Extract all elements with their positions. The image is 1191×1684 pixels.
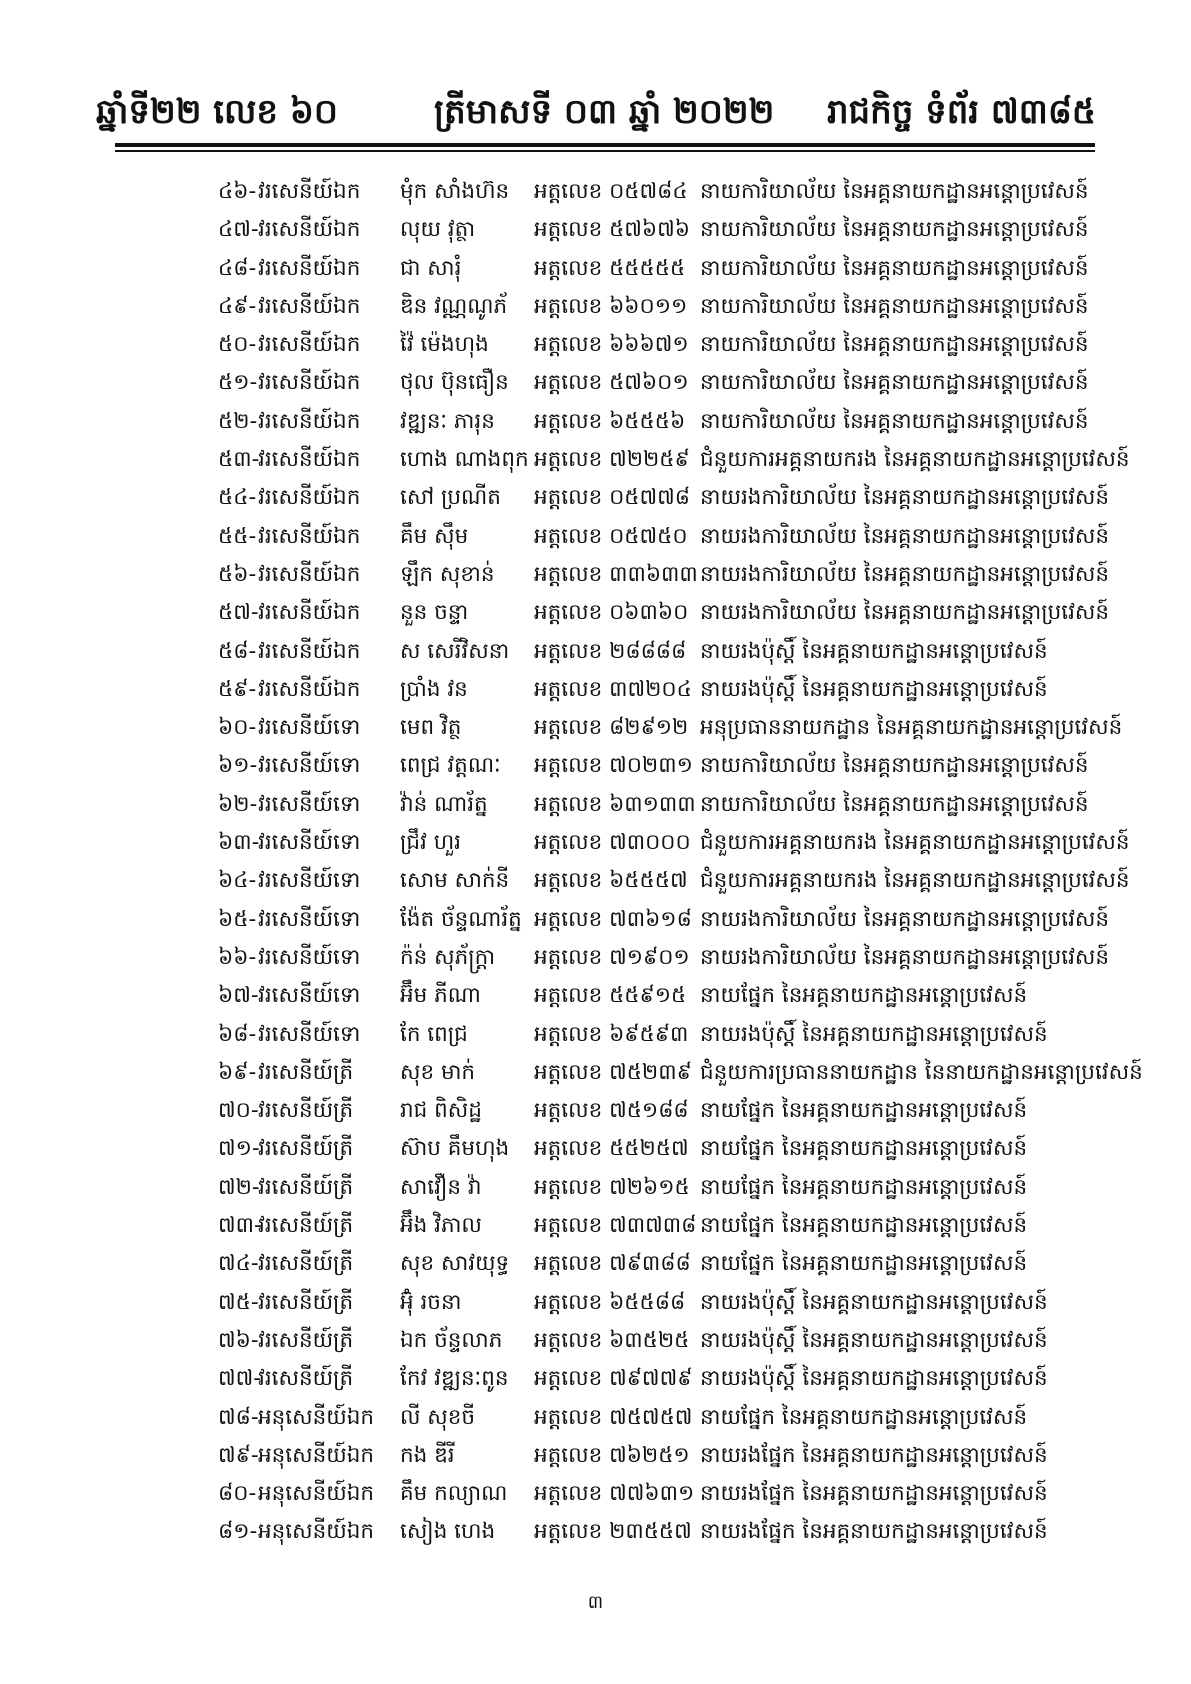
row-number: ៦៨-: [218, 1021, 257, 1047]
rank: វរសេនីយ៍ឯក: [258, 485, 361, 511]
id-number: អត្តលេខ ៦៣៥២៥: [534, 1327, 690, 1353]
list-item: [0, 670, 1191, 708]
rank: វរសេនីយ៍ឯក: [258, 255, 361, 281]
id-number: អត្តលេខ ៥៧៦០១: [534, 370, 689, 396]
list-item: [0, 1321, 1191, 1359]
rank: វរសេនីយ៍ឯក: [258, 293, 361, 319]
row-number: ៥៧-: [218, 600, 259, 626]
list-item: [0, 1015, 1191, 1053]
row-number: ៦៣-: [218, 830, 260, 856]
list-item: [0, 823, 1191, 861]
officer-name: ស សេរីវិសនា: [400, 638, 510, 664]
rank: វរសេនីយ៍ឯក: [258, 179, 361, 204]
id-number: អត្តលេខ ២៣៥៥៧: [534, 1519, 692, 1545]
row-number: ៦៩-: [218, 1059, 257, 1085]
id-number: អត្តលេខ ៣៣៦៣៣: [534, 561, 698, 587]
id-number: អត្តលេខ ៥៥៩១៥: [534, 983, 687, 1009]
list-item: [0, 1244, 1191, 1282]
id-number: អត្តលេខ ៧៩៣៨៨: [534, 1251, 691, 1277]
rank: វរសេនីយ៍ទោ: [258, 830, 361, 856]
list-item: [0, 287, 1191, 325]
position: នាយរងប៉ុស្តិ៍ នៃអគ្គនាយកដ្ឋានអន្តោប្រវេសន៍: [700, 638, 1048, 664]
id-number: អត្តលេខ ៧៧៦៣១: [534, 1481, 695, 1507]
rank: វរសេនីយ៍ឯក: [258, 523, 361, 549]
id-number: អត្តលេខ ៧៥១៨៨: [534, 1098, 689, 1124]
list-item: [0, 708, 1191, 746]
list-item: [0, 593, 1191, 631]
position: នាយការិយាល័យ នៃអគ្គនាយកដ្ឋានអន្តោប្រវេសន៍: [700, 179, 1089, 204]
list-item: [0, 1512, 1191, 1550]
position: នាយការិយាល័យ នៃអគ្គនាយកដ្ឋានអន្តោប្រវេសន៍: [700, 255, 1089, 281]
row-number: ៦៤-: [218, 868, 257, 894]
row-number: ៤៩-: [218, 293, 257, 319]
position: នាយរងប៉ុស្តិ៍ នៃអគ្គនាយកដ្ឋានអន្តោប្រវេសន៍: [700, 1021, 1048, 1047]
row-number: ៥៩-: [218, 676, 257, 702]
list-item: [0, 1168, 1191, 1206]
row-number: ៤៧-: [218, 217, 259, 243]
position: អនុប្រធាននាយកដ្ឋាន នៃអគ្គនាយកដ្ឋានអន្តោប្រវេសន៍: [700, 715, 1123, 741]
rank: វរសេនីយ៍ឯក: [258, 600, 361, 626]
position: នាយរងការិយាល័យ នៃអគ្គនាយកដ្ឋានអន្តោប្រវេសន៍: [700, 523, 1110, 549]
officer-name: វឌ្ឍនៈ ភារុន: [400, 408, 495, 434]
officer-name: វ៉ាន់ ណារ័ត្ន: [400, 791, 488, 817]
row-number: ៧៨-: [218, 1404, 259, 1430]
position: នាយការិយាល័យ នៃអគ្គនាយកដ្ឋានអន្តោប្រវេសន៍: [700, 791, 1089, 817]
page-number: ៣: [587, 1592, 604, 1613]
rank: វរសេនីយ៍ត្រី: [258, 1174, 354, 1200]
officer-name: ង៉ែត ច័ន្ទណារ័ត្ន: [400, 906, 522, 932]
id-number: អត្តលេខ ២៨៨៨៨: [534, 638, 687, 664]
row-number: ៦៥-: [218, 906, 257, 932]
officer-name: សោម សាក់នី: [400, 868, 510, 894]
list-item: [0, 555, 1191, 593]
list-item: [0, 1053, 1191, 1091]
row-number: ៥២-: [218, 408, 258, 434]
position: នាយផ្នែក នៃអគ្គនាយកដ្ឋានអន្តោប្រវេសន៍: [700, 1136, 1028, 1162]
list-item: [0, 1436, 1191, 1474]
officer-name: ក៉ន់ សុភ័ក្រ្តា: [400, 944, 496, 970]
officer-list: [0, 172, 1191, 1551]
list-item: [0, 363, 1191, 401]
rank: វរសេនីយ៍ទោ: [258, 753, 361, 779]
officer-name: ឯក ច័ន្ទលាភ: [400, 1327, 503, 1353]
position: នាយផ្នែក នៃអគ្គនាយកដ្ឋានអន្តោប្រវេសន៍: [700, 1098, 1028, 1124]
officer-name: មុំក សាំងហ៊ន: [400, 179, 510, 204]
position: ជំនួយការអគ្គនាយករង នៃអគ្គនាយកដ្ឋានអន្តោប្រវេសន៍: [700, 447, 1130, 473]
position: នាយរងផ្នែក នៃអគ្គនាយកដ្ឋានអន្តោប្រវេសន៍: [700, 1442, 1048, 1468]
rank: វរសេនីយ៍ត្រី: [258, 1059, 354, 1085]
rank: វរសេនីយ៍ឯក: [258, 217, 361, 243]
list-item: [0, 938, 1191, 976]
id-number: អត្តលេខ ៧២៦១៥: [534, 1174, 690, 1200]
id-number: អត្តលេខ ៥៥២៥៧: [534, 1136, 689, 1162]
row-number: ៧៧-: [218, 1366, 262, 1392]
row-number: ៧៥-: [218, 1289, 259, 1315]
id-number: អត្តលេខ ០៥៧៥០: [534, 523, 688, 549]
officer-name: រាជ ពិសិដ្ឋ: [400, 1098, 482, 1124]
row-number: ៤៦-: [218, 179, 257, 204]
id-number: អត្តលេខ ៦៣១៣៣: [534, 791, 696, 817]
id-number: អត្តលេខ ៦៦៦៧១: [534, 332, 689, 358]
officer-name: កង ឌីរី: [400, 1442, 455, 1468]
list-item: [0, 1283, 1191, 1321]
id-number: អត្តលេខ ០៥៧៨៤: [534, 179, 688, 204]
officer-name: សៀង ហេង: [400, 1519, 496, 1545]
officer-name: អ៊ឹង វិភាល: [400, 1213, 482, 1239]
id-number: អត្តលេខ ៧៥២៣៩: [534, 1059, 692, 1085]
row-number: ៥៣-: [218, 447, 260, 473]
rank: អនុសេនីយ៍ឯក: [258, 1404, 375, 1430]
rank: វរសេនីយ៍ទោ: [258, 868, 361, 894]
row-number: ៦៧-: [218, 983, 259, 1009]
rank: អនុសេនីយ៍ឯក: [258, 1442, 375, 1468]
list-item: [0, 249, 1191, 287]
issue-label: ឆ្នាំទី២២ លេខ ៦០: [96, 92, 338, 132]
officer-name: កែវ វឌ្ឍនៈពូន: [400, 1366, 509, 1392]
id-number: អត្តលេខ ៦៩៥៩៣: [534, 1021, 689, 1047]
row-number: ៦២-: [218, 791, 258, 817]
officer-name: វ៉ៃ ម៉េងហុង: [400, 332, 489, 358]
rank: វរសេនីយ៍ទោ: [258, 791, 361, 817]
list-item: [0, 746, 1191, 784]
position: នាយការិយាល័យ នៃអគ្គនាយកដ្ឋានអន្តោប្រវេសន៍: [700, 370, 1089, 396]
position: នាយការិយាល័យ នៃអគ្គនាយកដ្ឋានអន្តោប្រវេសន៍: [700, 217, 1089, 243]
list-item: [0, 1474, 1191, 1512]
position: នាយផ្នែក នៃអគ្គនាយកដ្ឋានអន្តោប្រវេសន៍: [700, 1213, 1028, 1239]
list-item: [0, 172, 1191, 210]
id-number: អត្តលេខ ៦៥៥៥៧: [534, 868, 688, 894]
list-item: [0, 785, 1191, 823]
row-number: ៥៨-: [218, 638, 257, 664]
officer-name: ឡឹក សុខាន់: [400, 561, 495, 587]
id-number: អត្តលេខ ៧៣៦១៨: [534, 906, 692, 932]
officer-name: សុខ មាក់: [400, 1059, 476, 1085]
id-number: អត្តលេខ ០៦៣៦០: [534, 600, 689, 626]
gazette-page-label: រាជកិច្ច ទំព័រ ៧៣៨៥: [826, 92, 1096, 132]
position: នាយរងប៉ុស្តិ៍ នៃអគ្គនាយកដ្ឋានអន្តោប្រវេសន៍: [700, 1289, 1048, 1315]
list-item: [0, 478, 1191, 516]
officer-name: ថុល ប៊ុនធឿន: [400, 370, 509, 396]
rank: វរសេនីយ៍ឯក: [258, 447, 361, 473]
position: នាយរងការិយាល័យ នៃអគ្គនាយកដ្ឋានអន្តោប្រវេសន៍: [700, 944, 1110, 970]
position: ជំនួយការអគ្គនាយករង នៃអគ្គនាយកដ្ឋានអន្តោប្រវេសន៍: [700, 868, 1130, 894]
row-number: ៧៦-: [218, 1327, 259, 1353]
row-number: ៨០-: [218, 1481, 257, 1507]
id-number: អត្តលេខ ៥៧៦៧៦: [534, 217, 691, 243]
row-number: ៦០-: [218, 715, 257, 741]
position: នាយរងប៉ុស្តិ៍ នៃអគ្គនាយកដ្ឋានអន្តោប្រវេសន៍: [700, 676, 1048, 702]
id-number: អត្តលេខ ៣៧២០៤: [534, 676, 692, 702]
officer-name: សៅ ប្រណីត: [400, 485, 501, 511]
position: ជំនួយការប្រធាននាយកដ្ឋាន នៃនាយកដ្ឋានអន្តោប្រវេសន៍: [700, 1059, 1143, 1085]
rank: វរសេនីយ៍ត្រី: [258, 1289, 354, 1315]
header-rule-thin: [115, 150, 1095, 152]
rank: វរសេនីយ៍ឯក: [258, 561, 361, 587]
rank: អនុសេនីយ៍ឯក: [258, 1519, 375, 1545]
rank: វរសេនីយ៍ត្រី: [258, 1213, 354, 1239]
id-number: អត្តលេខ ៦៥៥៥៦: [534, 408, 686, 434]
row-number: ៥០-: [218, 332, 257, 358]
position: នាយរងការិយាល័យ នៃអគ្គនាយកដ្ឋានអន្តោប្រវេសន៍: [700, 600, 1110, 626]
officer-name: សុខ សាវយុទ្ធ: [400, 1251, 510, 1277]
rank: វរសេនីយ៍ទោ: [258, 906, 361, 932]
row-number: ៤៨-: [218, 255, 257, 281]
position: នាយការិយាល័យ នៃអគ្គនាយកដ្ឋានអន្តោប្រវេសន៍: [700, 332, 1089, 358]
position: នាយរងផ្នែក នៃអគ្គនាយកដ្ឋានអន្តោប្រវេសន៍: [700, 1519, 1048, 1545]
id-number: អត្តលេខ ៥៥៥៥៥: [534, 255, 686, 281]
rank: អនុសេនីយ៍ឯក: [258, 1481, 375, 1507]
rank: វរសេនីយ៍ត្រី: [258, 1251, 354, 1277]
id-number: អត្តលេខ ៧៦២៥១: [534, 1442, 690, 1468]
list-item: [0, 1359, 1191, 1397]
list-item: [0, 632, 1191, 670]
row-number: ៥៥-: [218, 523, 257, 549]
position: នាយរងការិយាល័យ នៃអគ្គនាយកដ្ឋានអន្តោប្រវេសន៍: [700, 561, 1110, 587]
rank: វរសេនីយ៍ទោ: [258, 983, 361, 1009]
row-number: ៨១-: [218, 1519, 258, 1545]
officer-name: ស៊ាប គឹមហុង: [400, 1136, 510, 1162]
position: នាយការិយាល័យ នៃអគ្គនាយកដ្ឋានអន្តោប្រវេសន៍: [700, 408, 1089, 434]
list-item: [0, 900, 1191, 938]
id-number: អត្តលេខ ៧៩៧៧៩: [534, 1366, 693, 1392]
row-number: ៧៤-: [218, 1251, 259, 1277]
row-number: ៦១-: [218, 753, 258, 779]
page-header: [96, 82, 1096, 142]
id-number: អត្តលេខ ៧៥៧៥៧: [534, 1404, 693, 1430]
list-item: [0, 517, 1191, 555]
officer-name: សាវឿន វ៉ា: [400, 1174, 482, 1200]
officer-name: ហោង ណាងពុក: [400, 447, 529, 473]
id-number: អត្តលេខ ៧១៩០១: [534, 944, 690, 970]
id-number: អត្តលេខ ៧២២៥៩: [534, 447, 690, 473]
list-item: [0, 210, 1191, 248]
position: នាយរងប៉ុស្តិ៍ នៃអគ្គនាយកដ្ឋានអន្តោប្រវេសន៍: [700, 1327, 1048, 1353]
list-item: [0, 440, 1191, 478]
position: នាយរងការិយាល័យ នៃអគ្គនាយកដ្ឋានអន្តោប្រវេសន៍: [700, 485, 1110, 511]
officer-name: ឌិន វណ្ណណូភ័: [400, 293, 508, 319]
rank: វរសេនីយ៍ឯក: [258, 676, 361, 702]
officer-name: គឹម ស៊ឹម: [400, 523, 469, 549]
position: ជំនួយការអគ្គនាយករង នៃអគ្គនាយកដ្ឋានអន្តោប្រវេសន៍: [700, 830, 1130, 856]
row-number: ៦៦-: [218, 944, 257, 970]
position: នាយផ្នែក នៃអគ្គនាយកដ្ឋានអន្តោប្រវេសន៍: [700, 983, 1028, 1009]
quarter-label: ត្រីមាសទី ០៣ ឆ្នាំ ២០២២: [434, 92, 775, 132]
officer-name: នួន ចន្ទា: [400, 600, 469, 626]
row-number: ៧៣-: [218, 1213, 262, 1239]
list-item: [0, 402, 1191, 440]
id-number: អត្តលេខ ៧៣៧៣៨: [534, 1213, 697, 1239]
row-number: ៧០-: [218, 1098, 259, 1124]
rank: វរសេនីយ៍ត្រី: [258, 1366, 354, 1392]
officer-name: ជ្រឹវ ហួរ: [400, 830, 462, 856]
officer-name: គឹម កល្យាណ: [400, 1481, 508, 1507]
position: នាយផ្នែក នៃអគ្គនាយកដ្ឋានអន្តោប្រវេសន៍: [700, 1404, 1028, 1430]
row-number: ៥៤-: [218, 485, 257, 511]
id-number: អត្តលេខ ៧៣០០០: [534, 830, 691, 856]
rank: វរសេនីយ៍ទោ: [258, 715, 361, 741]
row-number: ៧១-: [218, 1136, 260, 1162]
list-item: [0, 1398, 1191, 1436]
list-item: [0, 1091, 1191, 1129]
list-item: [0, 1206, 1191, 1244]
header-rule-thick: [115, 143, 1095, 147]
rank: វរសេនីយ៍ត្រី: [258, 1098, 354, 1124]
rank: វរសេនីយ៍ទោ: [258, 944, 361, 970]
officer-name: អ៊ឹម ភីណា: [400, 983, 481, 1009]
id-number: អត្តលេខ ៨២៩១២: [534, 715, 689, 741]
position: នាយរងការិយាល័យ នៃអគ្គនាយកដ្ឋានអន្តោប្រវេសន៍: [700, 906, 1110, 932]
position: នាយការិយាល័យ នៃអគ្គនាយកដ្ឋានអន្តោប្រវេសន៍: [700, 753, 1089, 779]
rank: វរសេនីយ៍ឯក: [258, 408, 361, 434]
officer-name: កែ ពេជ្រ: [400, 1021, 468, 1047]
list-item: [0, 861, 1191, 899]
position: នាយការិយាល័យ នៃអគ្គនាយកដ្ឋានអន្តោប្រវេសន៍: [700, 293, 1089, 319]
officer-name: លុយ វុត្ថា: [400, 217, 476, 243]
row-number: ៥១-: [218, 370, 258, 396]
rank: វរសេនីយ៍ត្រី: [258, 1327, 354, 1353]
id-number: អត្តលេខ ០៥៧៧៨: [534, 485, 691, 511]
id-number: អត្តលេខ ៧០២៣១: [534, 753, 693, 779]
officer-name: លី សុខចី: [400, 1404, 476, 1430]
list-item: [0, 325, 1191, 363]
rank: វរសេនីយ៍ទោ: [258, 1021, 361, 1047]
officer-name: ជា សារុំ: [400, 255, 462, 281]
position: នាយផ្នែក នៃអគ្គនាយកដ្ឋានអន្តោប្រវេសន៍: [700, 1251, 1028, 1277]
row-number: ៧២-: [218, 1174, 260, 1200]
rank: វរសេនីយ៍ត្រី: [258, 1136, 354, 1162]
id-number: អត្តលេខ ៦៥៥៨៨: [534, 1289, 686, 1315]
officer-name: មេព វិត្ថ: [400, 715, 462, 741]
position: នាយផ្នែក នៃអគ្គនាយកដ្ឋានអន្តោប្រវេសន៍: [700, 1174, 1028, 1200]
rank: វរសេនីយ៍ឯក: [258, 370, 361, 396]
officer-name: ពេជ្រ វត្តណៈ: [400, 753, 501, 779]
position: នាយរងប៉ុស្តិ៍ នៃអគ្គនាយកដ្ឋានអន្តោប្រវេសន៍: [700, 1366, 1048, 1392]
rank: វរសេនីយ៍ឯក: [258, 638, 361, 664]
rank: វរសេនីយ៍ឯក: [258, 332, 361, 358]
row-number: ៥៦-: [218, 561, 257, 587]
row-number: ៧៩-: [218, 1442, 259, 1468]
officer-name: ប្រាំង វន: [400, 676, 468, 702]
id-number: អត្តលេខ ៦៦០១១: [534, 293, 688, 319]
list-item: [0, 1129, 1191, 1167]
list-item: [0, 976, 1191, 1014]
officer-name: អ៊ុំ រចនា: [400, 1289, 462, 1315]
position: នាយរងផ្នែក នៃអគ្គនាយកដ្ឋានអន្តោប្រវេសន៍: [700, 1481, 1048, 1507]
